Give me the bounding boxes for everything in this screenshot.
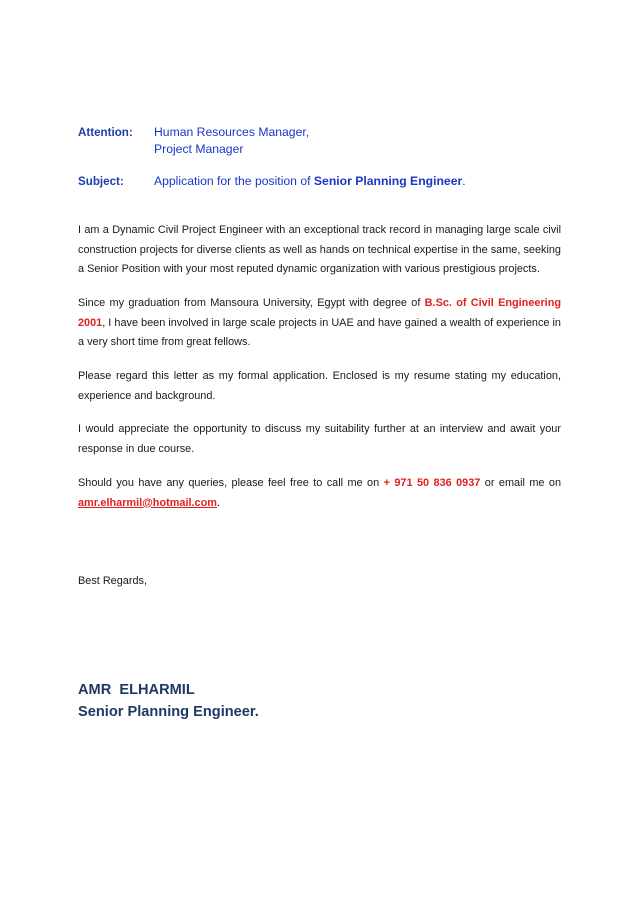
contact-text: Should you have any queries, please feel free to call me on <box>78 477 380 489</box>
subject-suffix: . <box>462 174 466 188</box>
attention-recipient-1: Human Resources Manager, <box>154 125 310 139</box>
email-link[interactable]: amr.elharmil@hotmail.com <box>78 496 217 509</box>
phone-number: + 971 50 836 0937 <box>383 477 481 489</box>
contact-end: . <box>216 496 220 509</box>
subject-label: Subject: <box>78 175 124 188</box>
signature-title: Senior Planning Engineer. <box>78 704 259 720</box>
degree-highlight: B.Sc. of Civil Engineering 2001 <box>78 297 562 329</box>
paragraph-introduction: I am a Dynamic Civil Project Engineer with an exceptional track record in managing large scale civil construction projects for diverse clients as well as hands on technical expertise in the same, seeking a Senior Position with your most reputed dynamic organization with various prestigious projects. <box>78 224 561 276</box>
paragraph-contact <box>78 474 561 513</box>
contact-middle-text: or email me on <box>484 477 562 489</box>
subject-value <box>154 173 466 190</box>
paragraph-interview: I would appreciate the opportunity to discuss my suitability further at an interview and await your response in due course. <box>78 423 561 455</box>
paragraph-application: Please regard this letter as my formal application. Enclosed is my resume stating my education, experience and background. <box>78 370 561 402</box>
education-text: Since my graduation from Mansoura University, Egypt with degree of <box>78 297 421 309</box>
attention-recipient-2: Project Manager <box>154 142 244 156</box>
paragraph-education <box>78 294 561 353</box>
subject-prefix: Application for the position of <box>154 174 311 188</box>
closing-regards: Best Regards, <box>78 575 148 587</box>
experience-text: , I have been involved in large scale projects in UAE and have gained a wealth of experience in a very short time from great fellows. <box>78 316 561 349</box>
attention-label: Attention: <box>78 126 133 139</box>
subject-position: Senior Planning Engineer <box>313 174 463 188</box>
signature-name: AMR ELHARMIL <box>78 682 195 698</box>
